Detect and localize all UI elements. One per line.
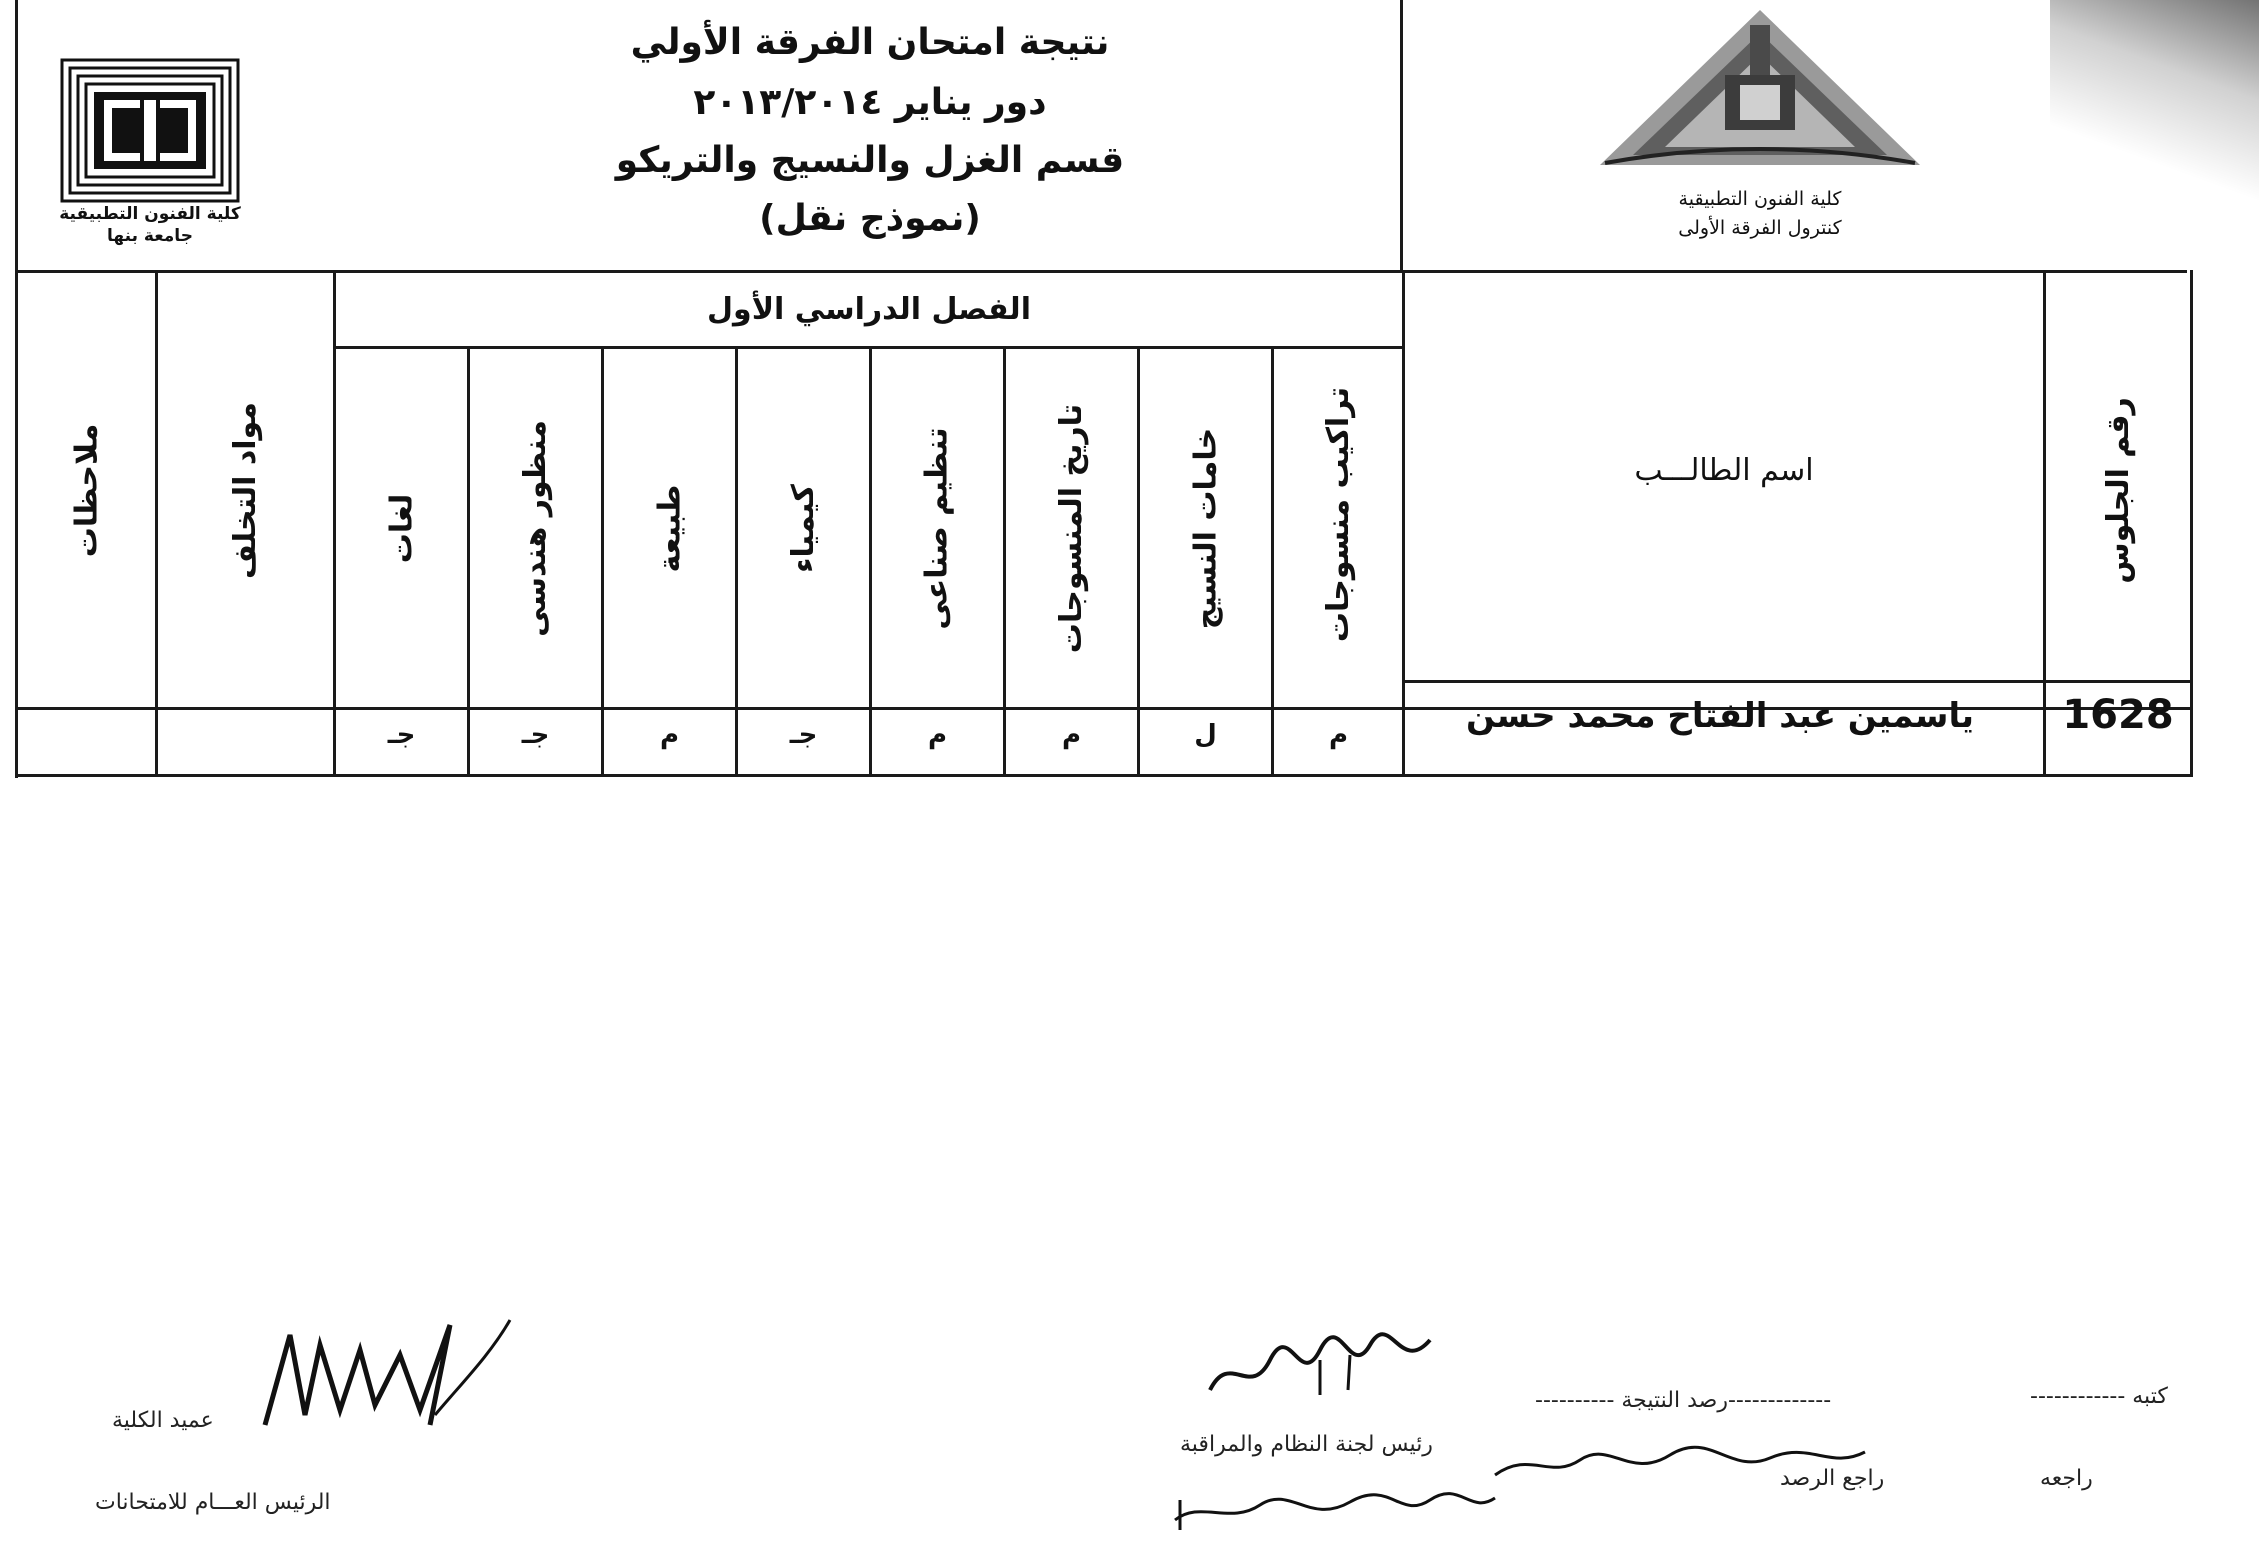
grade-languages: جـ bbox=[387, 720, 416, 750]
grade-chemistry: جـ bbox=[789, 720, 818, 750]
failed-subjects-header: مواد التخلف bbox=[228, 401, 263, 579]
faculty-logo-caption-1: كلية الفنون التطبيقية bbox=[59, 204, 241, 224]
seat-number-header: رقم الجلوس bbox=[2100, 396, 2136, 584]
university-logo-caption-2: كنترول الفرقة الأولى bbox=[1678, 217, 1842, 239]
university-logo-caption-1: كلية الفنون التطبيقية bbox=[1678, 188, 1842, 210]
recorded-by-label: -------------رصد النتيجة ---------- bbox=[1535, 1388, 1832, 1413]
title-line-3: قسم الغزل والنسيج والتريكو bbox=[615, 140, 1125, 181]
subject-header-engineering-perspective: منظور هندسى bbox=[518, 419, 554, 637]
reviewed-by-label: راجعه bbox=[2040, 1466, 2093, 1491]
grade-physics: م bbox=[659, 720, 680, 750]
faculty-logo-caption-2: جامعة بنها bbox=[107, 226, 193, 246]
subject-header-textile-materials: خامات النسيج bbox=[1188, 427, 1224, 629]
subject-header-physics: طبيعة bbox=[651, 484, 687, 572]
title-line-4: (نموذج نقل) bbox=[759, 198, 981, 239]
grade-textile-materials: ل bbox=[1194, 720, 1217, 750]
failed-subjects-cell bbox=[158, 712, 333, 758]
exam-head-label: الرئيس العـــام للامتحانات bbox=[95, 1490, 331, 1515]
committee-head-label: رئيس لجنة النظام والمراقبة bbox=[1180, 1432, 1433, 1457]
student-name: ياسمين عبد الفتاح محمد حسن bbox=[1465, 696, 1975, 736]
notes-cell bbox=[18, 712, 155, 758]
notes-header: ملاحظات bbox=[68, 423, 104, 557]
written-by-label: كتبه ------------ bbox=[2030, 1384, 2168, 1409]
faculty-logo bbox=[55, 58, 245, 248]
semester-header: الفصل الدراسي الأول bbox=[707, 291, 1031, 327]
faculty-emblem-icon bbox=[60, 58, 240, 203]
subject-header-chemistry: كيمياء bbox=[786, 483, 821, 573]
title-line-2: دور يناير ٢٠١٣/٢٠١٤ bbox=[693, 82, 1047, 123]
reviewer-signature bbox=[1490, 1440, 1870, 1490]
scan-shadow bbox=[2050, 0, 2259, 260]
title-line-1: نتيجة امتحان الفرقة الأولي bbox=[630, 22, 1110, 63]
reviewer-signature-2 bbox=[1170, 1480, 1500, 1540]
university-emblem-icon bbox=[1595, 5, 1925, 175]
university-logo bbox=[1590, 5, 1930, 260]
grade-industrial-organization: م bbox=[927, 720, 948, 750]
control-head-signature bbox=[1200, 1320, 1460, 1410]
dean-signature bbox=[250, 1315, 520, 1445]
header-title bbox=[560, 18, 1180, 253]
grade-engineering-perspective: جـ bbox=[521, 720, 550, 750]
grade-textile-structures: م bbox=[1328, 720, 1349, 750]
subject-header-textile-structures: تراكيب منسوجات bbox=[1321, 386, 1357, 642]
dean-label: عميد الكلية bbox=[112, 1408, 214, 1433]
subject-header-industrial-organization: تنظيم صناعى bbox=[920, 426, 956, 630]
grade-textile-history: م bbox=[1061, 720, 1082, 750]
subject-header-textile-history: تاريخ المنسوجات bbox=[1054, 403, 1089, 653]
subject-header-languages: لغات bbox=[383, 493, 419, 563]
review-record-label: راجع الرصد bbox=[1780, 1466, 1885, 1491]
seat-number: 1628 bbox=[2062, 692, 2174, 738]
student-name-header: اسم الطالـــب bbox=[1634, 452, 1814, 488]
